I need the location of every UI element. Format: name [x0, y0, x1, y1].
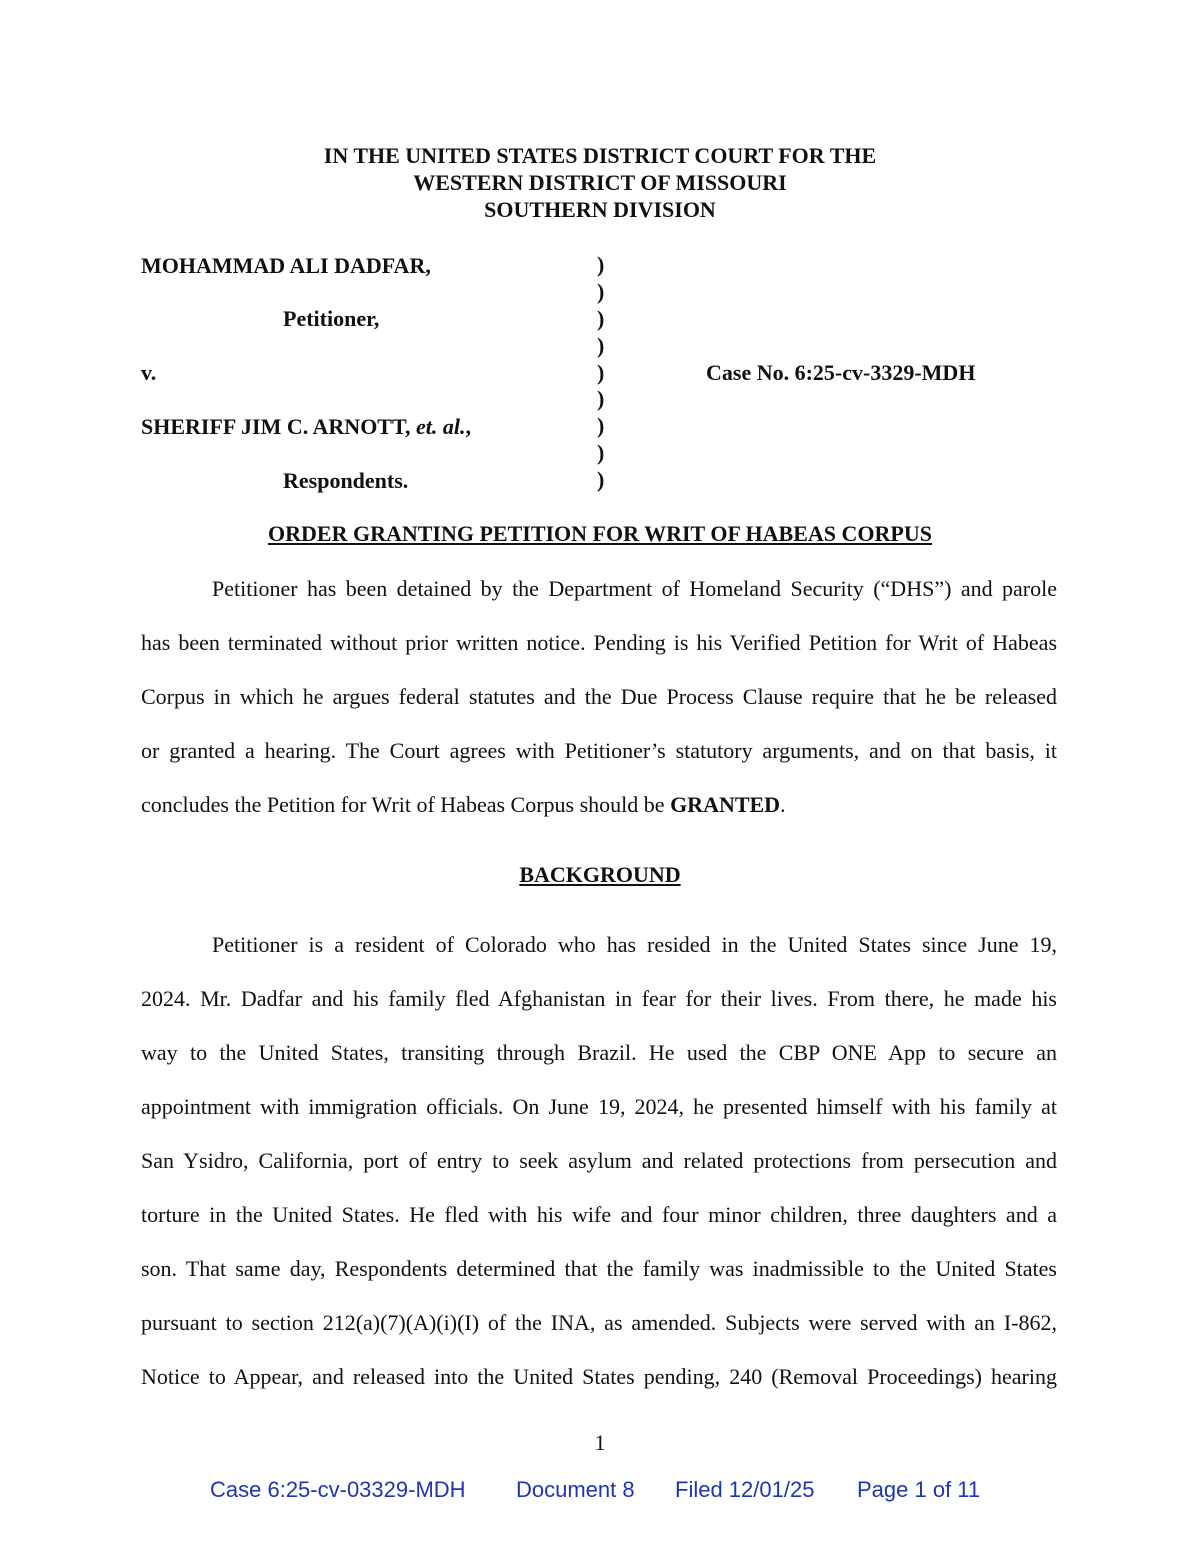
caption-parentheses [597, 252, 604, 494]
petitioner-name: MOHAMMAD ALI DADFAR, [141, 253, 431, 278]
background-heading: BACKGROUND [519, 862, 681, 887]
stamp-case-number: Case 6:25-cv-03329-MDH [210, 1477, 466, 1502]
caption-paren: ) [597, 467, 605, 493]
court-heading-line-1: IN THE UNITED STATES DISTRICT COURT FOR THE [323, 143, 877, 168]
intro-line-4: or granted a hearing. The Court agrees with Petitioner’s statutory arguments, and on that basis, it [141, 738, 1057, 763]
intro-line-3: Corpus in which he argues federal statutes and the Due Process Clause require that he be released [141, 684, 1057, 709]
background-line-4: appointment with immigration officials. On June 19, 2024, he presented himself with his family at [141, 1094, 1057, 1119]
stamp-page: Page 1 of 11 [857, 1477, 981, 1502]
caption-paren: ) [597, 332, 605, 358]
court-heading-line-3: SOUTHERN DIVISION [484, 197, 716, 222]
respondent-comma: , [465, 414, 472, 439]
order-title: ORDER GRANTING PETITION FOR WRIT OF HABEAS CORPUS [268, 521, 932, 546]
court-heading-line-2: WESTERN DISTRICT OF MISSOURI [413, 170, 787, 195]
stamp-filed-date: Filed 12/01/25 [675, 1477, 815, 1502]
background-line-3: way to the United States, transiting through Brazil. He used the CBP ONE App to secure an [141, 1040, 1057, 1065]
intro-line-1: Petitioner has been detained by the Department of Homeland Security (“DHS”) and parole [212, 576, 1057, 601]
respondent-role: Respondents. [283, 468, 409, 493]
versus: v. [141, 360, 157, 385]
case-number: Case No. 6:25-cv-3329-MDH [706, 360, 976, 385]
caption-paren: ) [597, 440, 605, 466]
background-line-5: San Ysidro, California, port of entry to seek asylum and related protections from persecution and [141, 1148, 1057, 1173]
background-line-9: Notice to Appear, and released into the United States pending, 240 (Removal Proceedings) hearing [141, 1364, 1057, 1389]
page-number: 1 [594, 1430, 606, 1455]
respondent-et-al: et. al. [416, 414, 466, 439]
court-heading [0, 142, 1200, 223]
caption-paren: ) [597, 305, 605, 331]
caption-paren: ) [597, 359, 605, 385]
caption-paren: ) [597, 252, 605, 277]
background-line-6: torture in the United States. He fled with his wife and four minor children, three daughters and a [141, 1202, 1057, 1227]
background-line-7: son. That same day, Respondents determined that the family was inadmissible to the United States [141, 1256, 1057, 1281]
intro-line-5 [141, 791, 1057, 818]
intro-line-2: has been terminated without prior written notice. Pending is his Verified Petition for Writ of Habeas [141, 630, 1057, 655]
caption-paren: ) [597, 278, 605, 304]
caption-paren: ) [597, 386, 605, 412]
petitioner-role: Petitioner, [283, 306, 380, 331]
granted-text: GRANTED [670, 792, 781, 817]
respondent-name [141, 413, 471, 440]
respondent-name-text: SHERIFF JIM C. ARNOTT, [141, 414, 411, 439]
background-line-1: Petitioner is a resident of Colorado who has resided in the United States since June 19, [212, 932, 1057, 957]
caption-paren: ) [597, 413, 605, 439]
background-line-2: 2024. Mr. Dadfar and his family fled Afghanistan in fear for their lives. From there, he made his [141, 986, 1057, 1011]
background-line-8: pursuant to section 212(a)(7)(A)(i)(I) of the INA, as amended. Subjects were served with an I-862, [141, 1310, 1057, 1335]
intro-line-5-start: concludes the Petition for Writ of Habeas Corpus should be [141, 792, 671, 817]
intro-line-5-end: . [780, 792, 786, 817]
stamp-document: Document 8 [516, 1477, 635, 1502]
